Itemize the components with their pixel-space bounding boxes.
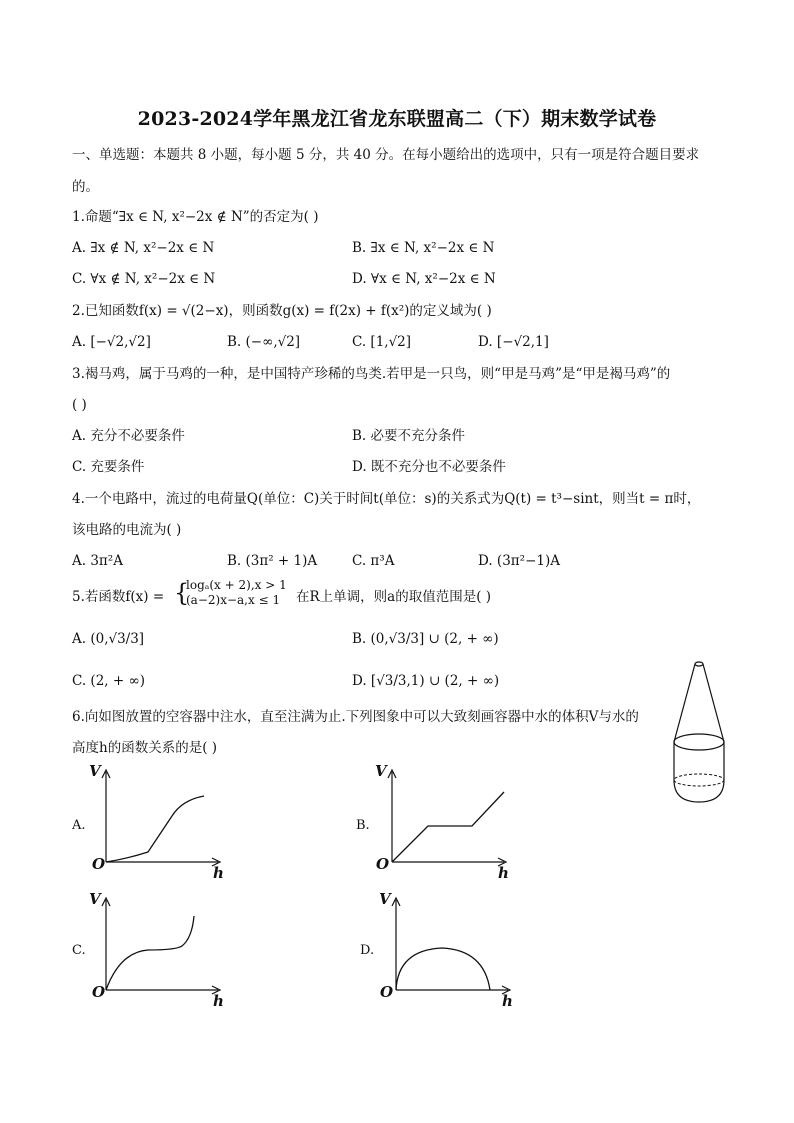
question-3-stem: 3.褐马鸡，属于马鸡的一种，是中国特产珍稀的鸟类.若甲是一只鸟，则“甲是马鸡”是“甲是褐马鸡”的	[72, 366, 671, 382]
container-figure	[666, 656, 732, 806]
q2-option-b: B. (−∞,√2]	[227, 334, 301, 350]
graph-a-o-label: O	[92, 855, 106, 873]
question-1-stem: 1.命题“∃x ∈ N, x²−2x ∉ N”的否定为( )	[72, 209, 319, 225]
q6-option-d-label: D.	[360, 943, 375, 958]
graph-b-h-label: h	[498, 864, 509, 882]
graph-c	[86, 888, 226, 1012]
graph-a-v-label: V	[89, 762, 101, 780]
graph-c-v-label: V	[89, 890, 101, 908]
q6-option-b-label: B.	[356, 818, 370, 833]
q5-option-c: C. (2, + ∞)	[72, 673, 145, 689]
q3-option-b: B. 必要不充分条件	[352, 428, 466, 444]
q4-option-a: A. 3π²A	[72, 553, 123, 569]
q1-option-d: D. ∀x ∈ N, x²−2x ∈ N	[352, 271, 496, 287]
q3-option-d: D. 既不充分也不必要条件	[352, 459, 506, 475]
q4-option-d: D. (3π²−1)A	[478, 553, 560, 569]
q5-option-d: D. [√3/3,1) ∪ (2, + ∞)	[352, 673, 500, 689]
graph-c-o-label: O	[92, 983, 106, 1001]
q3-option-c: C. 充要条件	[72, 459, 145, 475]
brace-icon: {	[174, 579, 190, 607]
question-5-stem-post: 在R上单调，则a的取值范围是( )	[296, 589, 492, 605]
graph-d-h-label: h	[502, 992, 513, 1010]
question-5-stem-pre: 5.若函数f(x) =	[72, 589, 165, 605]
q1-option-b: B. ∃x ∈ N, x²−2x ∈ N	[352, 240, 495, 256]
question-6-stem: 6.向如图放置的空容器中注水，直至注满为止.下列图象中可以大致刻画容器中水的体积V与水的	[72, 709, 639, 725]
question-4-stem-cont: 该电路的电流为( )	[72, 522, 182, 538]
graph-a	[86, 760, 226, 884]
graph-b-o-label: O	[376, 855, 390, 873]
q2-option-c: C. [1,√2]	[352, 334, 412, 350]
q4-option-c: C. π³A	[352, 553, 395, 569]
question-2-stem: 2.已知函数f(x) = √(2−x)，则函数g(x) = f(2x) + f(x²)的定义域为( )	[72, 303, 492, 319]
section-heading: 一、单选题：本题共 8 小题，每小题 5 分，共 40 分。在每小题给出的选项中，只有一项是符合题目要求	[72, 147, 700, 163]
page-title: 2023-2024学年黑龙江省龙东联盟高二（下）期末数学试卷	[137, 108, 657, 130]
question-3-stem-cont: ( )	[72, 397, 87, 413]
q2-option-a: A. [−√2,√2]	[72, 334, 151, 350]
q2-option-d: D. [−√2,1]	[478, 334, 549, 350]
graph-d	[376, 888, 516, 1012]
q5-option-a: A. (0,√3/3]	[72, 631, 145, 647]
graph-d-v-label: V	[379, 890, 391, 908]
piecewise-case-2: (a−2)x−a,x ≤ 1	[186, 593, 281, 607]
graph-c-h-label: h	[213, 992, 224, 1010]
graph-b	[372, 760, 512, 884]
q3-option-a: A. 充分不必要条件	[72, 428, 185, 444]
q4-option-b: B. (3π² + 1)A	[227, 553, 318, 569]
q6-option-c-label: C.	[72, 943, 86, 958]
q1-option-c: C. ∀x ∉ N, x²−2x ∈ N	[72, 271, 216, 287]
q6-option-a-label: A.	[72, 818, 86, 833]
question-4-stem: 4.一个电路中，流过的电荷量Q(单位：C)关于时间t(单位：s)的关系式为Q(t) = t³−sint，则当t = π时，	[72, 491, 701, 507]
q5-option-b: B. (0,√3/3] ∪ (2, + ∞)	[352, 631, 499, 647]
q1-option-a: A. ∃x ∉ N, x²−2x ∈ N	[72, 240, 215, 256]
graph-d-o-label: O	[380, 983, 394, 1001]
graph-a-h-label: h	[213, 864, 224, 882]
section-heading-cont: 的。	[72, 179, 99, 195]
question-6-stem-cont: 高度h的函数关系的是( )	[72, 740, 218, 756]
piecewise-case-1: logₐ(x + 2),x > 1	[186, 578, 287, 592]
graph-b-v-label: V	[375, 762, 387, 780]
